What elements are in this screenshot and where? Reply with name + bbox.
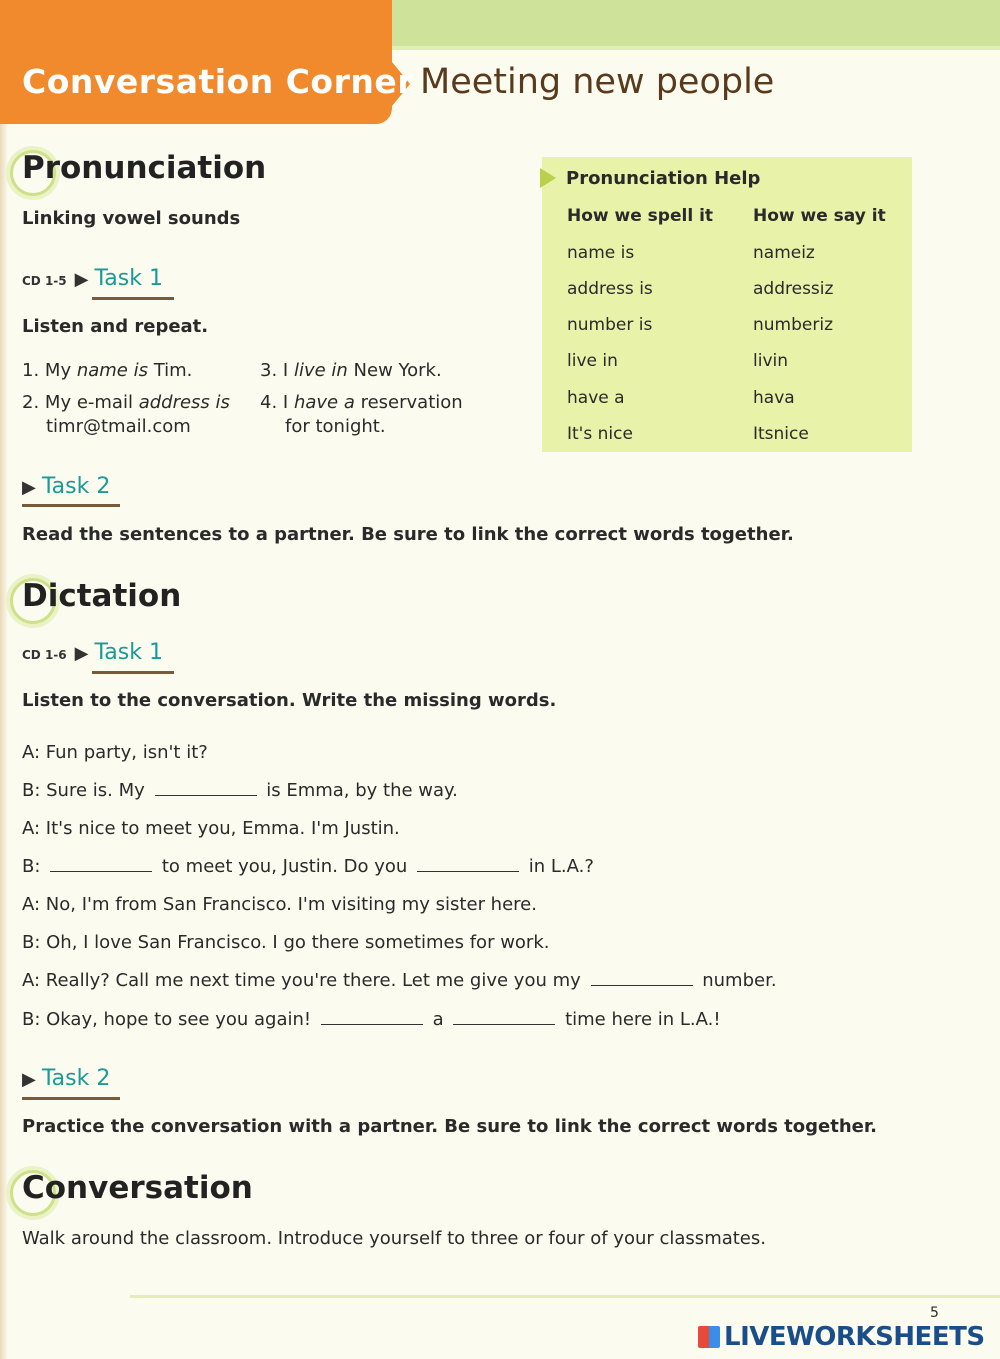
blank-answer-field[interactable]	[155, 781, 257, 796]
pron-task1-instruction: Listen and repeat.	[22, 316, 209, 337]
dictation-text: A: Fun party, isn't it?	[22, 742, 208, 763]
logo-text: LIVEWORKSHEETS	[724, 1322, 985, 1352]
help-spell-0: name is	[567, 243, 635, 263]
dictation-text: A: Really? Call me next time you're there. Let me give you my	[22, 970, 587, 991]
help-spell-3: live in	[567, 351, 618, 371]
task-title: Task 1	[94, 266, 163, 291]
dictation-text: B: Okay, hope to see you again!	[22, 1009, 317, 1030]
dictation-text: A: No, I'm from San Francisco. I'm visiting my sister here.	[22, 894, 537, 915]
header-stripe-line	[392, 46, 1000, 50]
dictation-text: A: It's nice to meet you, Emma. I'm Justin.	[22, 818, 400, 839]
dictation-text: in L.A.?	[523, 856, 594, 877]
dictation-line	[22, 818, 400, 839]
help-arrow-icon	[540, 168, 556, 188]
help-say-1: addressiz	[753, 279, 834, 299]
help-col-say: How we say it	[753, 206, 886, 226]
dictation-line	[22, 1009, 721, 1030]
task-arrow-icon: ▶	[74, 269, 89, 290]
dictation-line	[22, 970, 777, 991]
pron-item-2: 2. My e-mail address is	[22, 392, 230, 413]
dictation-line	[22, 932, 549, 953]
task-title: Task 1	[94, 640, 163, 665]
conversation-heading: Conversation	[22, 1170, 253, 1206]
task-arrow-icon: ▶	[22, 1069, 36, 1090]
dictation-line	[22, 894, 537, 915]
help-say-5: Itsnice	[753, 424, 809, 444]
corner-title: Conversation Corner	[22, 62, 415, 101]
help-spell-1: address is	[567, 279, 653, 299]
pron-item-2-line2: timr@tmail.com	[46, 416, 191, 437]
help-say-0: nameiz	[753, 243, 815, 263]
dictation-text: B: Sure is. My	[22, 780, 151, 801]
pronunciation-subheading: Linking vowel sounds	[22, 208, 241, 229]
dictation-text: to meet you, Justin. Do you	[156, 856, 414, 877]
pronunciation-heading: Pronunciation	[22, 150, 267, 186]
dictation-heading: Dictation	[22, 578, 182, 614]
pron-task2-label	[22, 474, 110, 499]
pron-task2-instruction: Read the sentences to a partner. Be sure to link the correct words together.	[22, 524, 794, 545]
cd-track-label: CD 1-6	[22, 648, 67, 662]
task-title: Task 2	[41, 474, 111, 499]
cd-track-label: CD 1-5	[22, 274, 67, 288]
task-title: Task 2	[41, 1066, 111, 1091]
help-col-spell: How we spell it	[567, 206, 714, 226]
pron-item-1: 1. My name is Tim.	[22, 360, 193, 381]
task-underline	[22, 1097, 120, 1100]
help-spell-2: number is	[567, 315, 653, 335]
dictation-line	[22, 742, 208, 763]
blank-answer-field[interactable]	[591, 971, 693, 986]
blank-answer-field[interactable]	[321, 1010, 423, 1025]
task-arrow-icon: ▶	[22, 477, 36, 498]
liveworksheets-logo[interactable]	[698, 1322, 985, 1352]
pron-task1-label	[22, 266, 163, 291]
logo-icon	[698, 1326, 720, 1348]
task-arrow-icon: ▶	[74, 643, 89, 664]
task-underline	[92, 297, 174, 300]
task-underline	[92, 671, 174, 674]
dictation-text: number.	[696, 970, 777, 991]
help-spell-4: have a	[567, 388, 625, 408]
blank-answer-field[interactable]	[453, 1010, 555, 1025]
page-edge-shadow	[0, 124, 8, 1359]
footer-divider	[130, 1295, 1000, 1298]
pron-item-4: 4. I have a reservation	[260, 392, 463, 413]
dict-task2-label	[22, 1066, 110, 1091]
help-say-3: livin	[753, 351, 789, 371]
help-say-2: numberiz	[753, 315, 833, 335]
blank-answer-field[interactable]	[417, 857, 519, 872]
task-underline	[22, 504, 120, 507]
dictation-text: B: Oh, I love San Francisco. I go there sometimes for work.	[22, 932, 550, 953]
dictation-text: is Emma, by the way.	[260, 780, 458, 801]
dictation-line	[22, 856, 594, 877]
blank-answer-field[interactable]	[50, 857, 152, 872]
help-say-4: hava	[753, 388, 795, 408]
dict-task1-instruction: Listen to the conversation. Write the missing words.	[22, 690, 557, 711]
header-stripe	[392, 0, 1000, 46]
pron-item-4-line2: for tonight.	[285, 416, 386, 437]
help-spell-5: It's nice	[567, 424, 633, 444]
page-subtitle: Meeting new people	[420, 62, 775, 102]
dictation-text: time here in L.A.!	[559, 1009, 721, 1030]
dictation-text: B:	[22, 856, 47, 877]
conversation-instruction: Walk around the classroom. Introduce yourself to three or four of your classmates.	[22, 1228, 766, 1249]
dictation-text: a	[426, 1009, 450, 1030]
dictation-line	[22, 780, 458, 801]
pron-item-3: 3. I live in New York.	[260, 360, 442, 381]
dict-task1-label	[22, 640, 163, 665]
dict-task2-instruction: Practice the conversation with a partner. Be sure to link the correct words together.	[22, 1116, 878, 1137]
page-number: 5	[930, 1305, 939, 1321]
help-title: Pronunciation Help	[566, 168, 761, 189]
